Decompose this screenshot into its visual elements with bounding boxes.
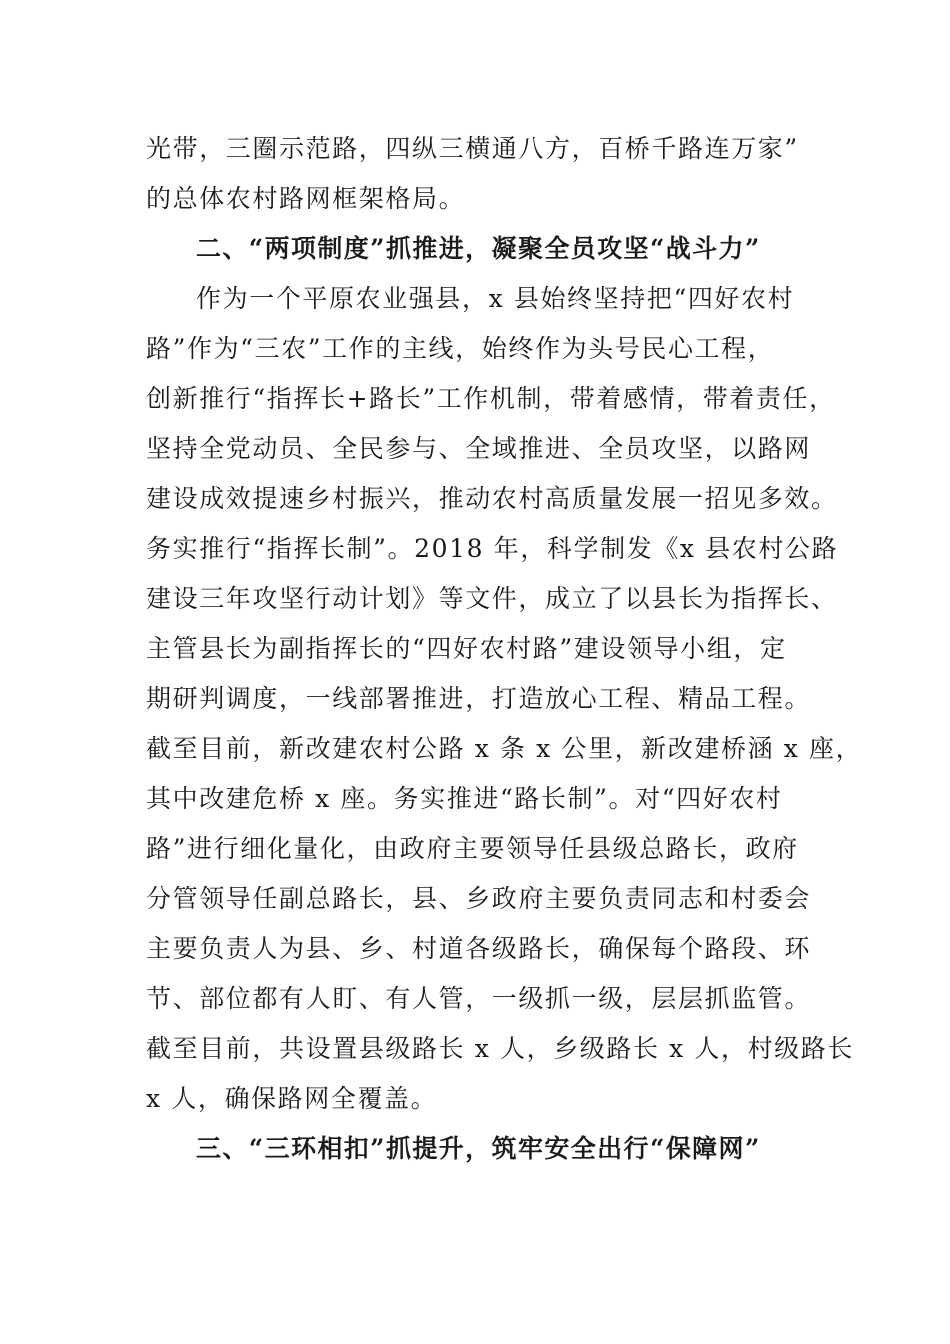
paragraph-line: 其中改建危桥 x 座。务实推进“路长制”。对“四好农村 <box>146 784 783 813</box>
paragraph-line: 建设三年攻坚行动计划》等文件，成立了以县长为指挥长、 <box>146 584 838 613</box>
paragraph-line: 路”进行细化量化，由政府主要领导任县级总路长，政府 <box>146 834 799 863</box>
section-heading-3: 三、“三环相扣”抓提升，筑牢安全出行“保障网” <box>196 1134 761 1163</box>
paragraph-line: 的总体农村路网框架格局。 <box>146 184 466 213</box>
section-heading-2: 二、“两项制度”抓推进，凝聚全员攻坚“战斗力” <box>196 234 761 263</box>
document-body <box>146 124 863 1174</box>
paragraph-line: 主管县长为副指挥长的“四好农村路”建设领导小组，定 <box>146 634 787 663</box>
paragraph-line: 创新推行“指挥长+路长”工作机制，带着感情，带着责任， <box>146 384 836 413</box>
paragraph-line: 截至目前，新改建农村公路 x 条 x 公里，新改建桥涵 x 座， <box>146 734 863 763</box>
paragraph-line: 主要负责人为县、乡、村道各级路长，确保每个路段、环 <box>146 934 812 963</box>
paragraph-line: 建设成效提速乡村振兴，推动农村高质量发展一招见多效。 <box>146 484 838 513</box>
paragraph-line: 作为一个平原农业强县，x 县始终坚持把“四好农村 <box>196 284 795 313</box>
paragraph-line: 节、部位都有人盯、有人管，一级抓一级，层层抓监管。 <box>146 984 812 1013</box>
paragraph-line: 截至目前，共设置县级路长 x 人，乡级路长 x 人，村级路长 <box>146 1034 854 1063</box>
paragraph-line: 路”作为“三农”工作的主线，始终作为头号民心工程， <box>146 334 775 363</box>
paragraph-line: 期研判调度，一线部署推进，打造放心工程、精品工程。 <box>146 684 812 713</box>
paragraph-line: 分管领导任副总路长，县、乡政府主要负责同志和村委会 <box>146 884 812 913</box>
paragraph-line: 坚持全党动员、全民参与、全域推进、全员攻坚，以路网 <box>146 434 812 463</box>
paragraph-line: 务实推行“指挥长制”。2018 年，科学制发《x 县农村公路 <box>146 534 839 563</box>
paragraph-line: 光带，三圈示范路，四纵三横通八方，百桥千路连万家” <box>146 134 799 163</box>
paragraph-line: x 人，确保路网全覆盖。 <box>146 1084 438 1113</box>
